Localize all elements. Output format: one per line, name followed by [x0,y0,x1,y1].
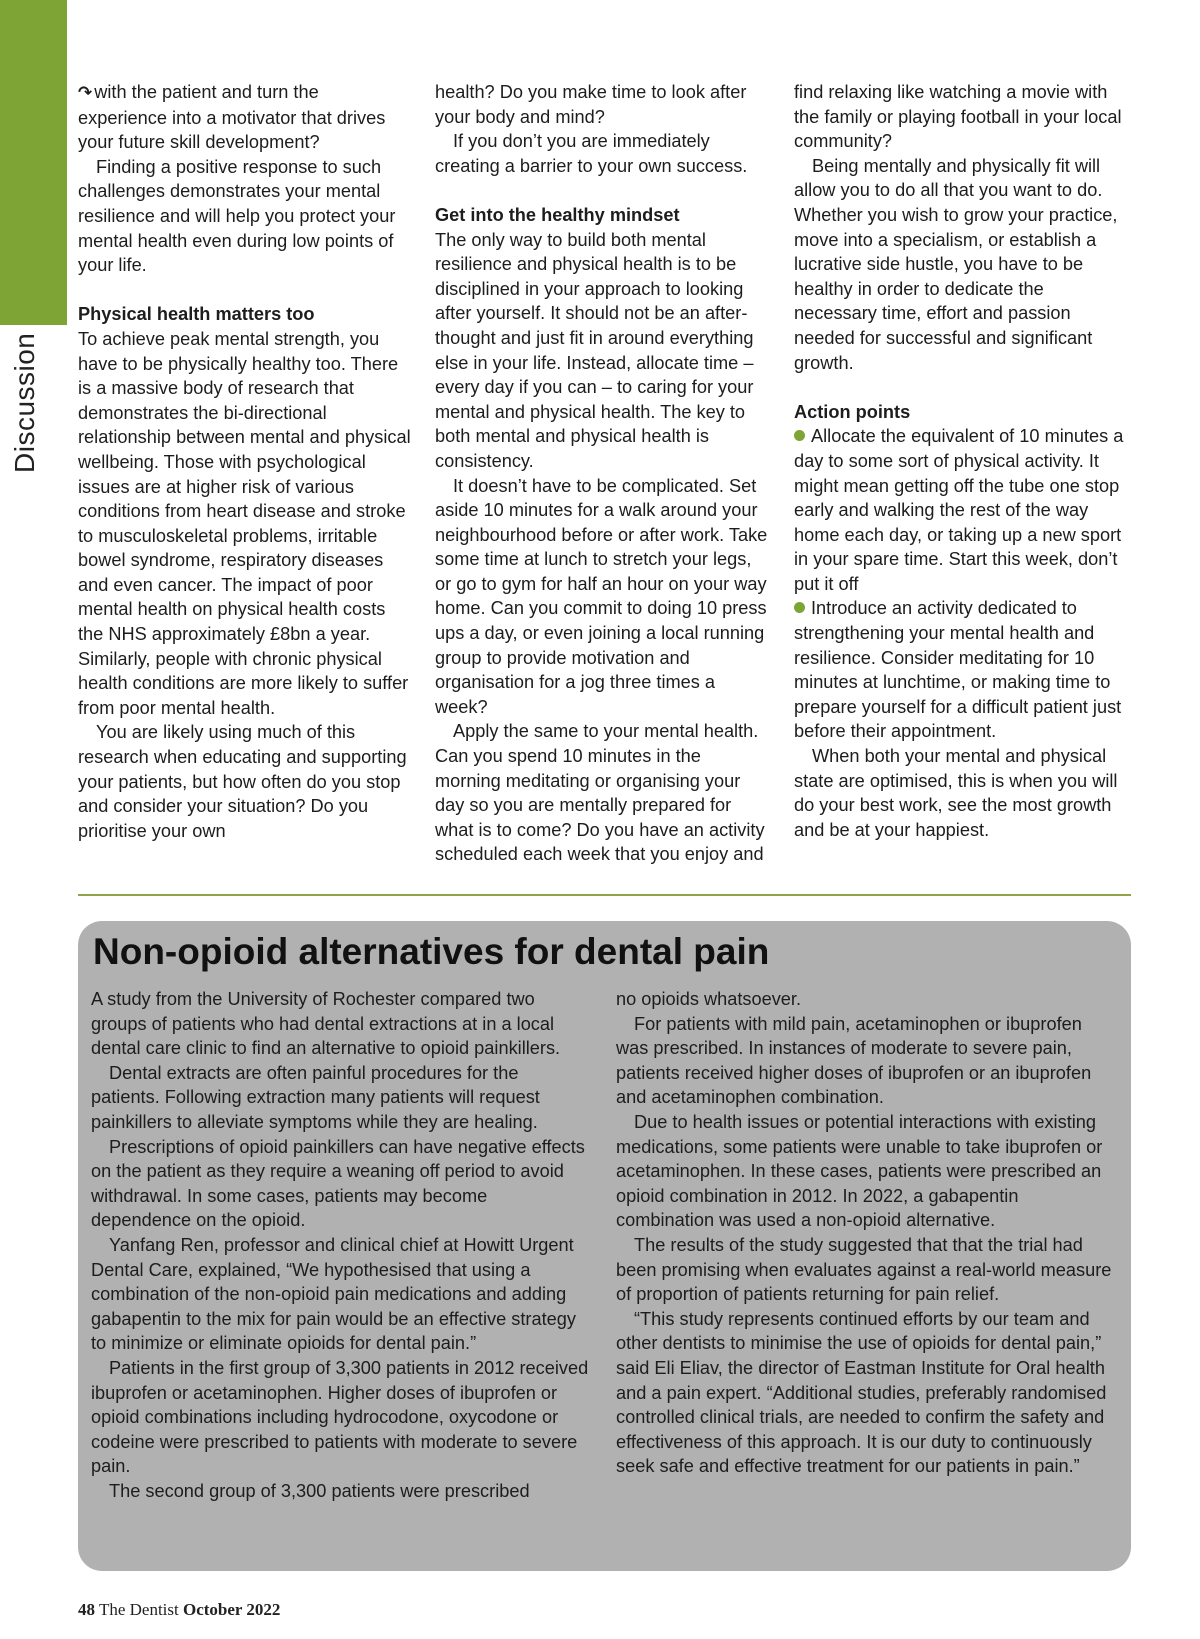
continuation-arrow-icon: ↷ [78,83,93,102]
action-point-item: Introduce an activity dedicated to strengthening your mental health and resilience. Consider meditating for 10 minutes at lunchtime, or making time to prepare yourself for a difficult patient just before their appointment. [794,598,1122,742]
article-paragraph: When both your mental and physical state are optimised, this is when you will do your best work, see the most growth and be at your happiest. [794,746,1118,840]
section-color-bar [0,0,67,325]
page-number: 48 [78,1600,95,1619]
box-column-1 [91,987,591,1503]
issue-date: October 2022 [183,1600,281,1619]
article-column-3 [794,80,1127,842]
article-paragraph: You are likely using much of this research when educating and supporting your patients, but how often do you stop and consider your situation? Do you prioritise your own [78,722,407,841]
action-point-item: Allocate the equivalent of 10 minutes a day to some sort of physical activity. It might mean getting off the tube one stop early and walking the rest of the way home each day, or taking up a new sport in your spare time. Start this week, don’t put it off [794,426,1124,594]
subheading-healthy-mindset: Get into the healthy mindset [435,204,680,225]
article-paragraph: ↷ with the patient and turn the experience into a motivator that drives your future skill development? [78,82,386,153]
article-paragraph: Apply the same to your mental health. Can you spend 10 minutes in the morning meditating or organising your day so you are mentally prepared for what is to come? Do you have an activity scheduled each week that you enjoy and [435,721,765,865]
section-label: Discussion [9,332,40,473]
box-paragraph: A study from the University of Rochester compared two groups of patients who had dental extractions at in a local dental care clinic to find an alternative to opioid painkillers. [91,989,561,1059]
article-paragraph: Finding a positive response to such challenges demonstrates your mental resilience and will help you protect your mental health even during low points of your life. [78,156,396,276]
article-paragraph: To achieve peak mental strength, you have to be physically healthy too. There is a massive body of research that demonstrates the bi-directional relationship between mental and physical wellbeing. Those with psychological issues are at higher risk of various conditions from heart disease and stroke to musculoskeletal problems, irritable bowel syndrome, respiratory diseases and even cancer. The impact of poor mental health on physical health costs the NHS approximately £8bn a year. Similarly, people with chronic physical health conditions are more likely to suffer from poor mental health. [78,328,411,718]
subheading-physical-health: Physical health matters too [78,304,315,325]
article-columns [78,80,1128,870]
article-paragraph: health? Do you make time to look after your body and mind? [435,82,747,127]
box-title: Non-opioid alternatives for dental pain [93,931,770,972]
box-paragraph: The second group of 3,300 patients were prescribed [109,1480,530,1501]
bullet-dot-icon [794,430,805,441]
article-paragraph: find relaxing like watching a movie with the family or playing football in your local community? [794,82,1122,152]
section-divider [78,894,1131,896]
box-column-2 [616,987,1118,1479]
publication-name: The Dentist [98,1600,179,1619]
bullet-dot-icon [794,602,805,613]
article-column-1 [78,80,411,843]
article-paragraph: It doesn’t have to be complicated. Set aside 10 minutes for a walk around your neighbourhood before or after work. Take some time at lunch to stretch your legs, or go to gym for half an hour on your way home. Can you commit to doing 10 press ups a day, or even joining a local running group to provide motivation and organisation for a jog three times a week? [435,475,768,717]
article-paragraph: The only way to build both mental resilience and physical health is to be disciplined in your approach to looking after yourself. It should not be an after-thought and just fit in around everything else in your life. Instead, allocate time – every day if you can – to caring for your mental and physical health. The key to both mental and physical health is consistency. [435,229,754,471]
article-paragraph: If you don’t you are immediately creating a barrier to your own success. [435,131,748,176]
news-box [78,921,1131,1571]
box-paragraph: Dental extracts are often painful procedures for the patients. Following extraction many patients will request painkillers to alleviate symptoms while they are healing. [91,1062,540,1132]
box-paragraph: Due to health issues or potential interactions with existing medications, some patients were unable to take ibuprofen or acetaminophen. In these cases, patients were prescribed an opioid combination in 2012. In 2022, a gabapentin combination was used a non-opioid alternative. [616,1111,1103,1231]
box-paragraph: Prescriptions of opioid painkillers can have negative effects on the patient as they require a weaning off period to avoid withdrawal. In some cases, patients may become dependence on the opioid. [91,1136,585,1231]
box-paragraph: Yanfang Ren, professor and clinical chief at Howitt Urgent Dental Care, explained, “We hypothesised that using a combination of the non-opioid pain medications and adding gabapentin to the mix for pain would be an effective strategy to minimize or eliminate opioids for dental pain.” [91,1234,576,1354]
box-paragraph: For patients with mild pain, acetaminophen or ibuprofen was prescribed. In instances of moderate to severe pain, patients received higher doses of ibuprofen or an ibuprofen and acetaminophen combination. [616,1013,1092,1108]
box-paragraph: “This study represents continued efforts by our team and other dentists to minimise the use of opioids for dental pain,” said Eli Eliav, the director of Eastman Institute for Oral health and a pain expert. “Additional studies, preferably randomised controlled clinical trials, are needed to confirm the safety and effectiveness of this approach. It is our duty to continuously seek safe and effective treatment for our patients in pain.” [616,1308,1107,1477]
page-footer [78,1600,280,1620]
subheading-action-points: Action points [794,401,911,422]
article-column-2 [435,80,768,867]
box-paragraph: no opioids whatsoever. [616,989,802,1009]
article-paragraph: Being mentally and physically fit will allow you to do all that you want to do. Whether you wish to grow your practice, move into a specialism, or establish a lucrative side hustle, you have to be healthy in order to dedicate the necessary time, effort and passion needed for successful and significant growth. [794,155,1118,373]
box-paragraph: Patients in the first group of 3,300 patients in 2012 received ibuprofen or acetaminophen. Higher doses of ibuprofen or opioid combinations including hydrocodone, oxycodone or codeine were prescribed to patients with moderate to severe pain. [91,1357,589,1477]
box-paragraph: The results of the study suggested that that the trial had been promising when evaluates against a real-world measure of proportion of patients returning for pain relief. [616,1234,1112,1305]
